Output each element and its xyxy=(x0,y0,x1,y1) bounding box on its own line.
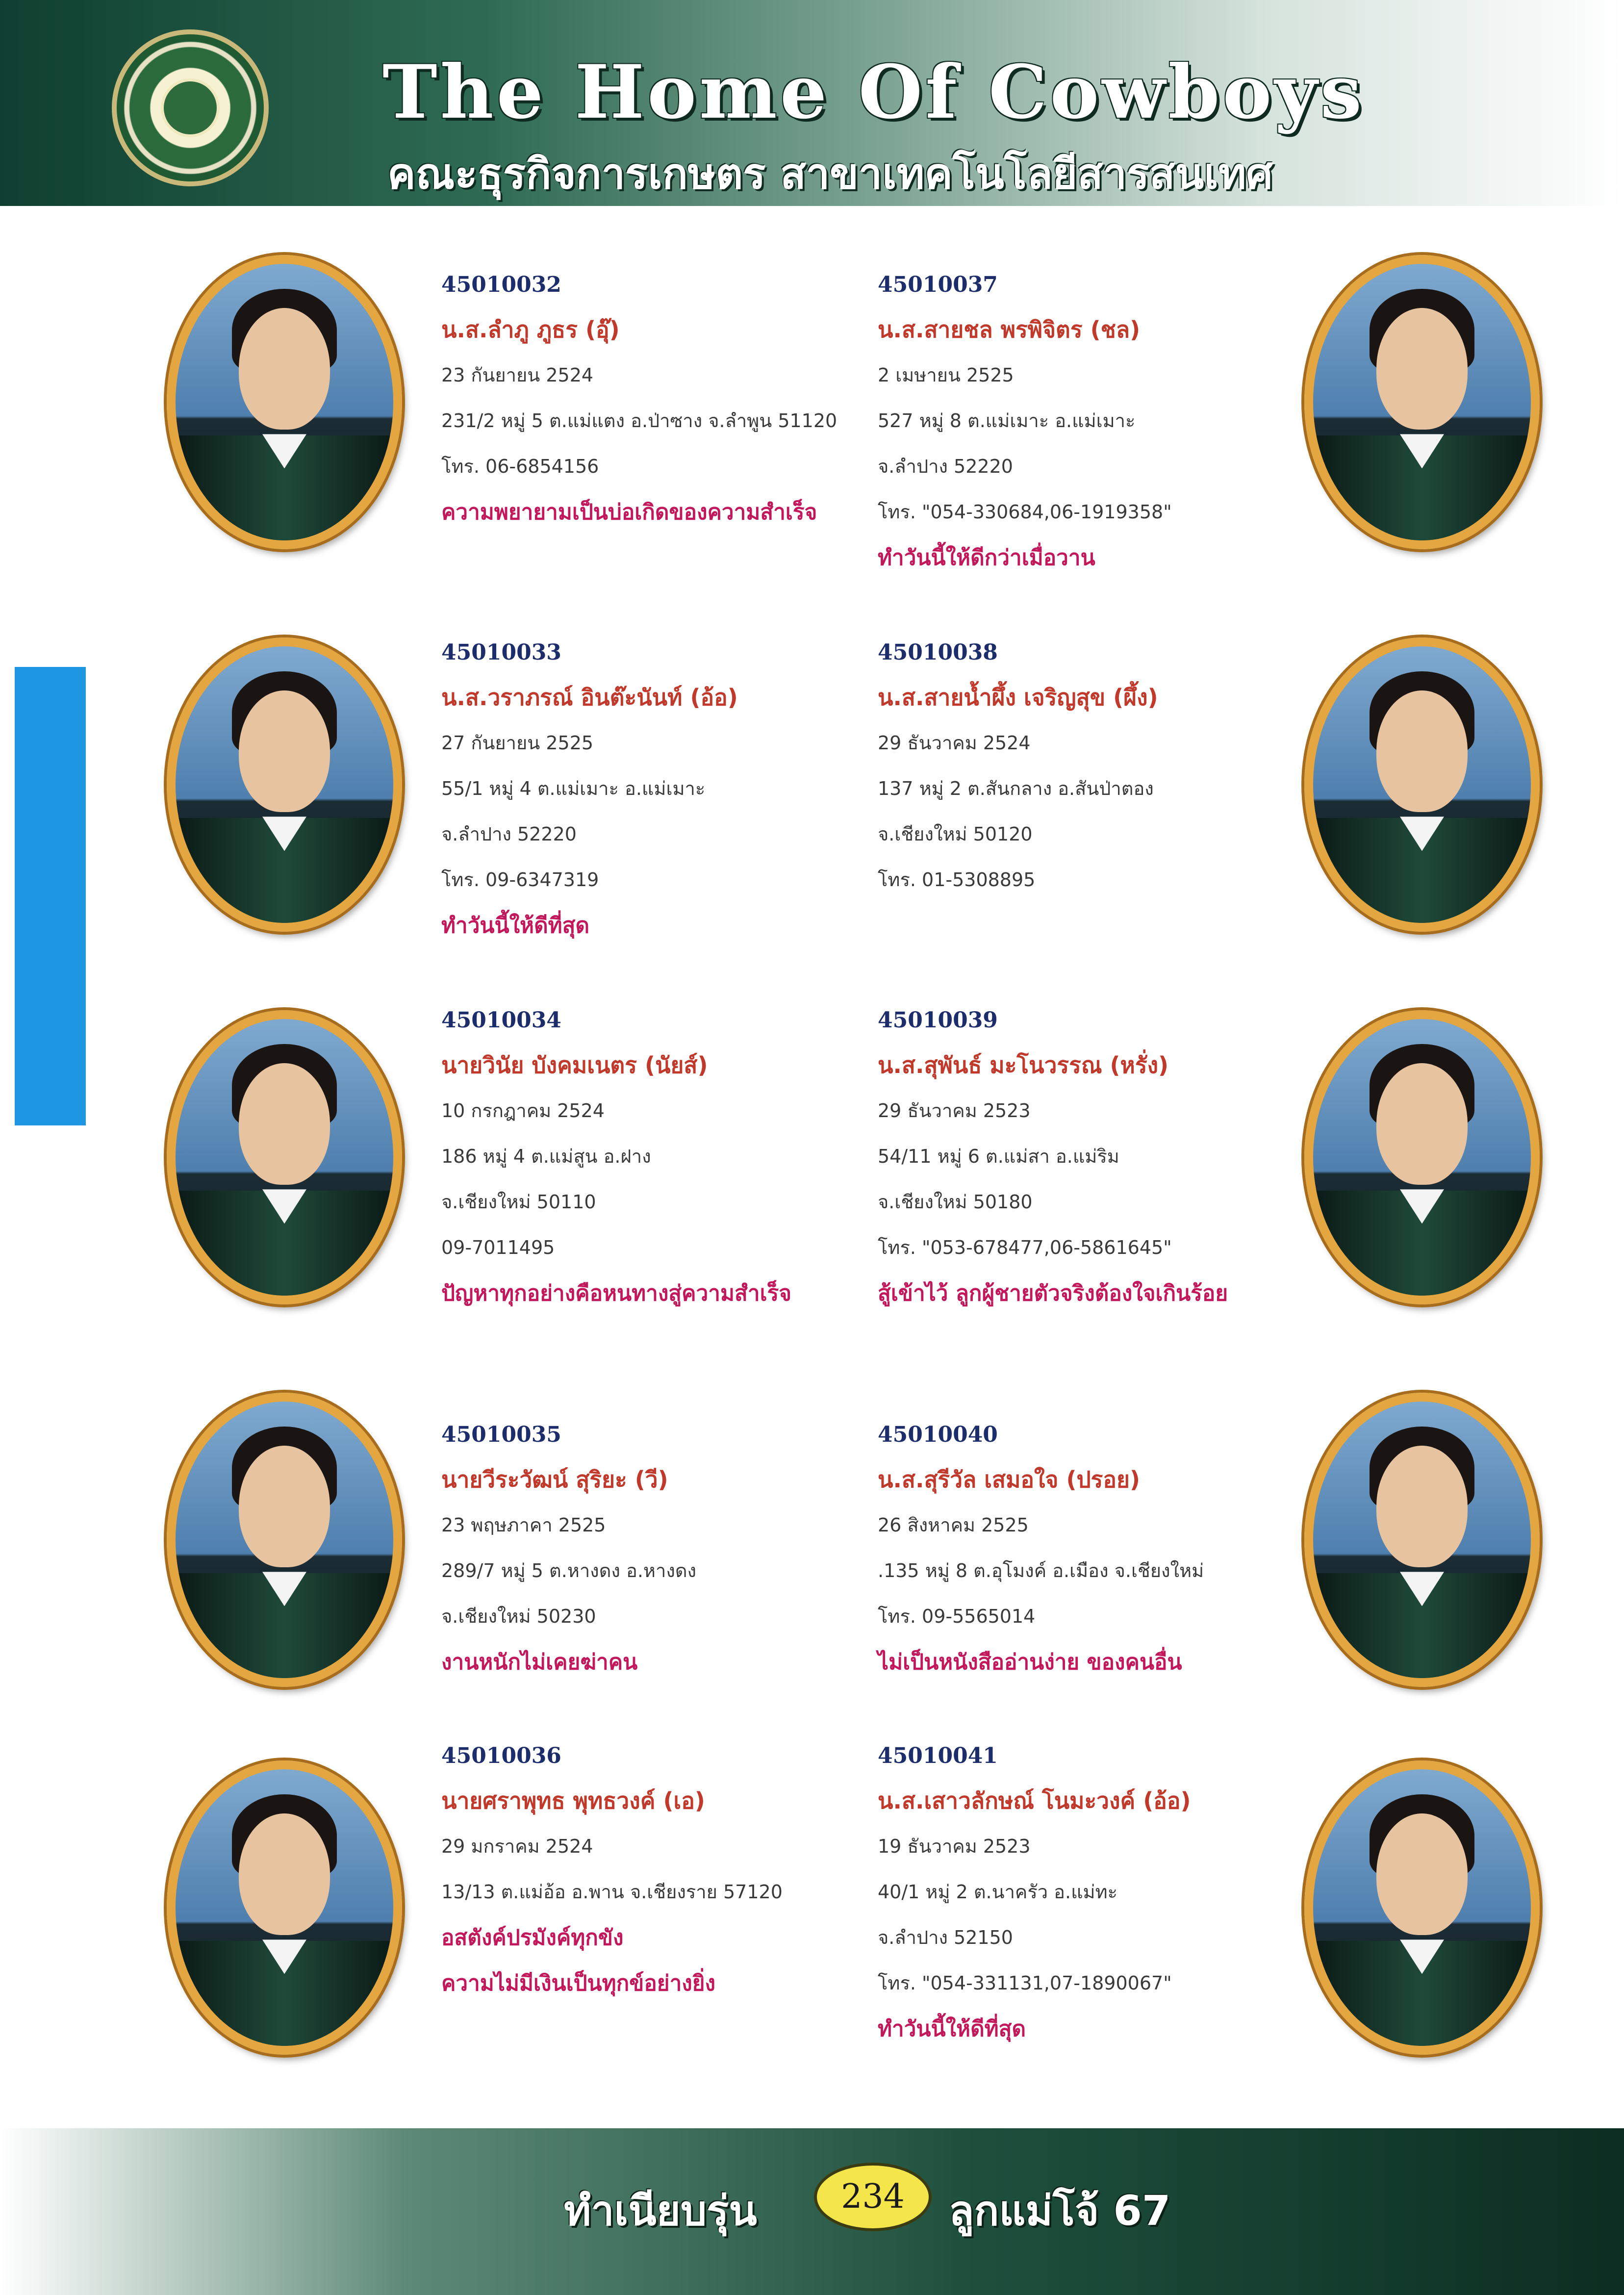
phone: โทร. 01-5308895 xyxy=(878,869,1036,891)
birth-date: 23 กันยายน 2524 xyxy=(441,364,594,386)
phone: โทร. 06-6854156 xyxy=(441,456,599,477)
student-id: 45010039 xyxy=(878,1008,998,1033)
student-id: 45010033 xyxy=(441,640,561,665)
student-photo xyxy=(167,255,402,549)
birth-date: 27 กันยายน 2525 xyxy=(441,732,594,754)
student-name: น.ส.วราภรณ์ อินต๊ะนันท์ (อ้อ) xyxy=(441,684,738,711)
student-photo xyxy=(1304,1393,1540,1687)
motto: ทำวันนี้ให้ดีที่สุด xyxy=(441,913,590,938)
student-entry xyxy=(441,1743,873,2006)
student-id: 45010038 xyxy=(878,640,998,665)
motto: อสตังค์ปรมังค์ทุกขัง xyxy=(441,1925,624,1950)
student-id: 45010036 xyxy=(441,1743,561,1768)
phone: โทร. "054-330684,06-1919358" xyxy=(878,501,1172,523)
birth-date: 29 ธันวาคม 2524 xyxy=(878,732,1031,754)
birth-date: 29 ธันวาคม 2523 xyxy=(878,1100,1031,1122)
address-province: จ.เชียงใหม่ 50180 xyxy=(878,1191,1033,1213)
motto: ทำวันนี้ให้ดีกว่าเมื่อวาน xyxy=(878,545,1095,570)
seal-center xyxy=(161,78,220,137)
motto: ความไม่มีเงินเป็นทุกข์อย่างยิ่ง xyxy=(441,1971,716,1996)
address-province: จ.เชียงใหม่ 50120 xyxy=(878,823,1033,845)
student-photo xyxy=(167,1010,402,1304)
student-photo xyxy=(1304,1760,1540,2055)
motto: สู้เข้าไว้ ลูกผู้ชายตัวจริงต้องใจเกินร้อย xyxy=(878,1281,1228,1306)
footer-class-label: ลูกแม่โจ้ 67 xyxy=(949,2187,1171,2235)
university-seal-icon xyxy=(112,29,269,186)
student-name: นายวินัย บังคมเนตร (นัยส์) xyxy=(441,1052,708,1078)
student-name: น.ส.ลำภู ภูธร (อุ๊) xyxy=(441,316,620,343)
address: .135 หมู่ 8 ต.อุโมงค์ อ.เมือง จ.เชียงใหม่ xyxy=(878,1560,1204,1581)
birth-date: 10 กรกฎาคม 2524 xyxy=(441,1100,605,1122)
student-entry xyxy=(878,640,1309,903)
footer-banner xyxy=(0,2128,1624,2295)
student-photo xyxy=(167,638,402,932)
student-photo xyxy=(167,1760,402,2055)
student-id: 45010034 xyxy=(441,1008,561,1033)
motto: ทำวันนี้ให้ดีที่สุด xyxy=(878,2016,1026,2041)
address: 186 หมู่ 4 ต.แม่สูน อ.ฝาง xyxy=(441,1146,651,1167)
address: 289/7 หมู่ 5 ต.หางดง อ.หางดง xyxy=(441,1560,697,1581)
address: 231/2 หมู่ 5 ต.แม่แตง อ.ป่าซาง จ.ลำพูน 51120 xyxy=(441,410,837,432)
address-province: จ.ลำปาง 52220 xyxy=(878,456,1013,477)
student-entry xyxy=(441,1422,873,1685)
phone: โทร. 09-6347319 xyxy=(441,869,599,891)
student-id: 45010032 xyxy=(441,272,561,297)
birth-date: 26 สิงหาคม 2525 xyxy=(878,1514,1029,1536)
page-title: The Home Of Cowboys xyxy=(382,49,1365,135)
address: 137 หมู่ 2 ต.สันกลาง อ.สันป่าตอง xyxy=(878,778,1154,799)
student-entry xyxy=(878,1008,1309,1316)
birth-date: 29 มกราคม 2524 xyxy=(441,1836,593,1857)
student-name: น.ส.สายชล พรพิจิตร (ชล) xyxy=(878,316,1141,343)
side-accent-bar xyxy=(15,667,86,1125)
student-entry xyxy=(878,272,1309,581)
student-entry xyxy=(441,1008,873,1316)
address: 55/1 หมู่ 4 ต.แม่เมาะ อ.แม่เมาะ xyxy=(441,778,706,799)
student-photo xyxy=(1304,1010,1540,1304)
footer-directory-label: ทำเนียบรุ่น xyxy=(564,2187,757,2235)
address-province: จ.เชียงใหม่ 50110 xyxy=(441,1191,596,1213)
student-id: 45010040 xyxy=(878,1422,998,1447)
student-entry xyxy=(441,640,873,948)
phone: โทร. "053-678477,06-5861645" xyxy=(878,1237,1172,1258)
motto: ปัญหาทุกอย่างคือหนทางสู่ความสำเร็จ xyxy=(441,1281,792,1306)
address: 13/13 ต.แม่อ้อ อ.พาน จ.เชียงราย 57120 xyxy=(441,1881,783,1903)
address-province: จ.ลำปาง 52220 xyxy=(441,823,577,845)
motto: งานหนักไม่เคยฆ่าคน xyxy=(441,1650,638,1675)
page-number: 234 xyxy=(814,2163,932,2231)
student-entry xyxy=(878,1743,1309,2052)
phone: โทร. 09-5565014 xyxy=(878,1606,1036,1627)
phone: 09-7011495 xyxy=(441,1237,555,1258)
student-photo xyxy=(1304,638,1540,932)
student-name: นายวีระวัฒน์ สุริยะ (วี) xyxy=(441,1466,668,1493)
address: 54/11 หมู่ 6 ต.แม่สา อ.แม่ริม xyxy=(878,1146,1119,1167)
student-entry xyxy=(441,272,873,535)
birth-date: 23 พฤษภาคา 2525 xyxy=(441,1514,606,1536)
birth-date: 2 เมษายน 2525 xyxy=(878,364,1014,386)
student-id: 45010035 xyxy=(441,1422,561,1447)
student-id: 45010041 xyxy=(878,1743,998,1768)
student-name: น.ส.สุพันธ์ มะโนวรรณ (หรั่ง) xyxy=(878,1052,1169,1078)
address: 527 หมู่ 8 ต.แม่เมาะ อ.แม่เมาะ xyxy=(878,410,1136,432)
student-photo xyxy=(1304,255,1540,549)
motto: ไม่เป็นหนังสืออ่านง่าย ของคนอื่น xyxy=(878,1650,1182,1675)
student-id: 45010037 xyxy=(878,272,998,297)
student-name: น.ส.สายน้ำผึ้ง เจริญสุข (ผึ้ง) xyxy=(878,684,1158,711)
page-subtitle: คณะธุรกิจการเกษตร สาขาเทคโนโลยีสารสนเทศ xyxy=(387,150,1273,199)
birth-date: 19 ธันวาคม 2523 xyxy=(878,1836,1031,1857)
student-name: นายศราพุทธ พุทธวงค์ (เอ) xyxy=(441,1787,705,1814)
phone: โทร. "054-331131,07-1890067" xyxy=(878,1972,1172,1994)
address: 40/1 หมู่ 2 ต.นาครัว อ.แม่ทะ xyxy=(878,1881,1118,1903)
motto: ความพยายามเป็นบ่อเกิดของความสำเร็จ xyxy=(441,500,817,525)
student-photo xyxy=(167,1393,402,1687)
student-name: น.ส.เสาวลักษณ์ โนมะวงค์ (อ้อ) xyxy=(878,1787,1191,1814)
student-name: น.ส.สุรีวัล เสมอใจ (ปรอย) xyxy=(878,1466,1140,1493)
address-province: จ.ลำปาง 52150 xyxy=(878,1927,1013,1948)
address-province: จ.เชียงใหม่ 50230 xyxy=(441,1606,596,1627)
student-entry xyxy=(878,1422,1309,1685)
